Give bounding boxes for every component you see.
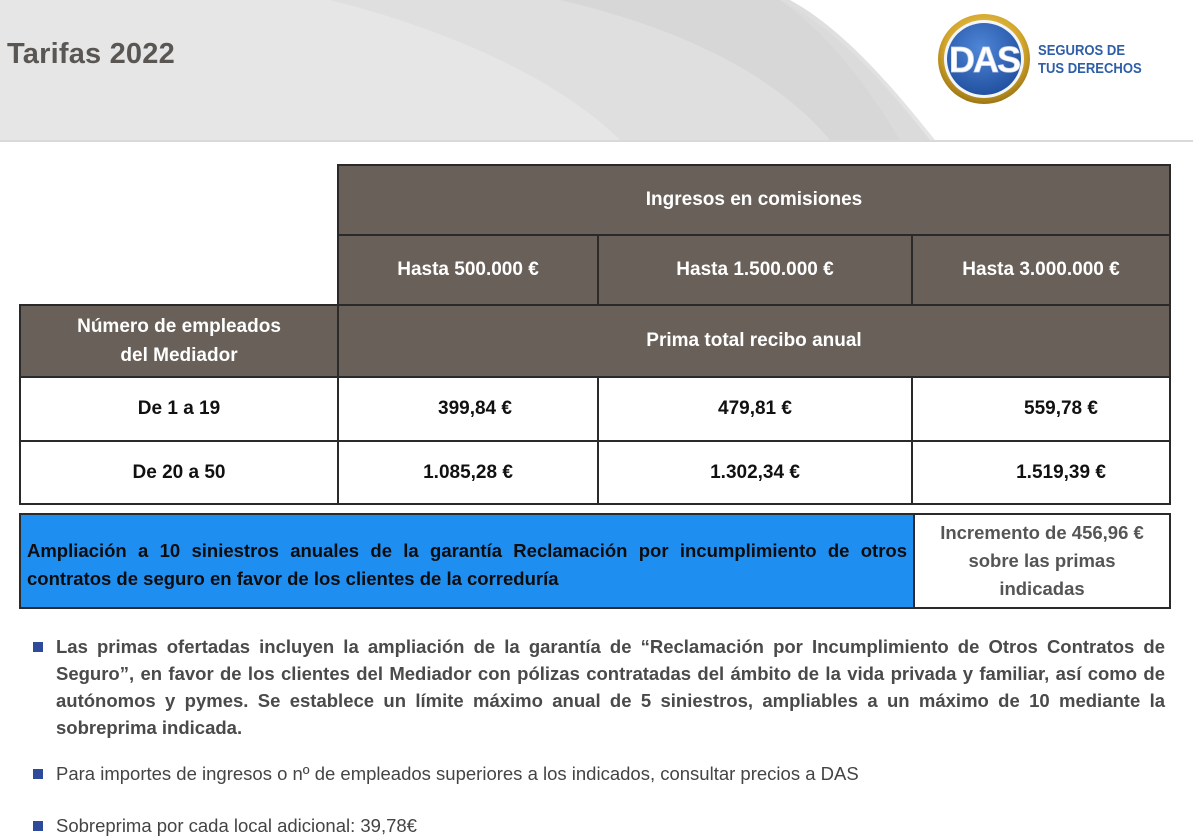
table-cell [597, 376, 913, 442]
table-group-header [337, 164, 1171, 236]
page-title: Tarifas 2022 [7, 38, 175, 70]
increment-line1: Incremento de 456,96 € [940, 522, 1144, 543]
extension-description: Ampliación a 10 siniestros anuales de la garantía Reclamación por incumplimiento de otros contratos de seguro en favor de los clientes de la correduría [21, 515, 913, 607]
row-header-line1: Número de empleados [77, 316, 281, 337]
extension-row [19, 513, 1171, 609]
header-banner [0, 0, 1193, 140]
price-value: 559,78 € [1024, 398, 1098, 419]
value-header [337, 304, 1171, 378]
note-text: Sobreprima por cada local adicional: 39,78€ [56, 815, 417, 836]
price-value: 1.519,39 € [1016, 461, 1106, 483]
row-label-text: De 1 a 19 [137, 398, 221, 419]
table-cell [337, 440, 599, 505]
svg-text:DAS: DAS [948, 39, 1020, 80]
square-bullet-icon [33, 769, 43, 779]
square-bullet-icon [33, 821, 43, 831]
das-logo [936, 12, 1032, 106]
row-header [19, 304, 339, 378]
table-cell [911, 440, 1171, 505]
square-bullet-icon [33, 642, 43, 652]
price-value: 479,81 € [718, 398, 792, 419]
table-cell [911, 376, 1171, 442]
table-cell [597, 440, 913, 505]
row-header-line2: del Mediador [120, 345, 238, 366]
column-header-2 [597, 234, 913, 306]
column-header-label: Hasta 3.000.000 € [962, 259, 1120, 280]
table-cell [337, 376, 599, 442]
value-header-label: Prima total recibo anual [646, 330, 862, 351]
table-row-label [19, 440, 339, 505]
logo-tagline-line2: TUS DERECHOS [1038, 61, 1142, 77]
table-row-label [19, 376, 339, 442]
column-header-label: Hasta 1.500.000 € [676, 259, 834, 280]
row-label-text: De 20 a 50 [132, 461, 226, 483]
column-header-label: Hasta 500.000 € [397, 259, 539, 280]
price-value: 1.302,34 € [710, 461, 800, 483]
column-header-3 [911, 234, 1171, 306]
logo-tagline-line1: SEGUROS DE [1038, 43, 1126, 59]
logo-tagline [1038, 42, 1142, 78]
increment-line2: sobre las primas [968, 550, 1116, 571]
note-text: Para importes de ingresos o nº de empleados superiores a los indicados, consultar precios a DAS [56, 763, 859, 784]
price-table [19, 164, 1171, 505]
note-item [33, 633, 1165, 741]
note-item [33, 760, 859, 787]
increment-line3: indicadas [999, 578, 1085, 599]
price-value: 399,84 € [438, 398, 512, 419]
extension-increment [913, 515, 1169, 607]
column-header-1 [337, 234, 599, 306]
note-item [33, 812, 417, 839]
group-header-label: Ingresos en comisiones [645, 189, 863, 210]
price-value: 1.085,28 € [423, 461, 513, 483]
note-text: Las primas ofertadas incluyen la ampliación de la garantía de “Reclamación por Incumplimiento de Otros Contratos de Seguro”, en favor de los clientes del Mediador con pólizas contratadas del ámbito de la vida privada y familiar, así como de autónomos y pymes. Se establece un límite máximo anual de 5 siniestros, ampliables a un máximo de 10 mediante la sobreprima indicada. [56, 636, 1165, 738]
header-divider [0, 140, 1193, 142]
